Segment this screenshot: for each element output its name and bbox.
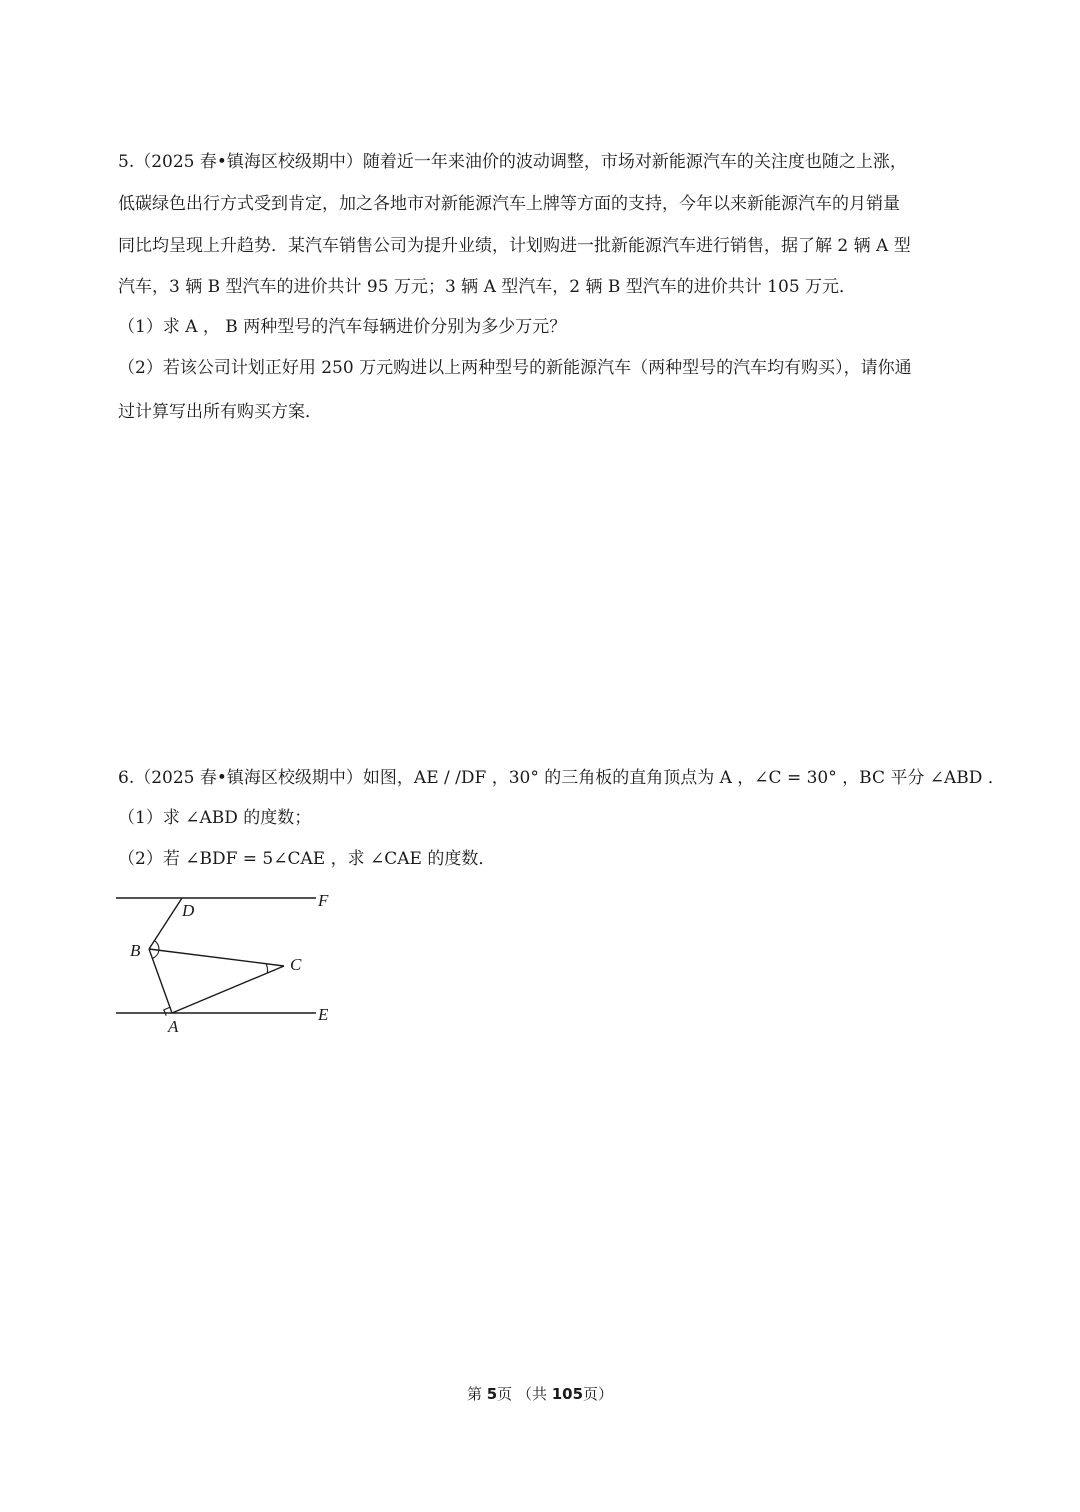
label-c: C bbox=[290, 955, 302, 974]
label-a: A bbox=[168, 1017, 179, 1036]
q6-part-1: （1）求 ∠ABD 的度数； bbox=[118, 808, 312, 828]
q5-line-1: 5.（2025 春•镇海区校级期中）随着近一年来油价的波动调整，市场对新能源汽车的关注度也随之上涨， bbox=[118, 152, 907, 172]
q6-line-1: 6.（2025 春•镇海区校级期中）如图，AE / /DF ，30° 的三角板的直角顶点为 A ，∠C = 30° ，BC 平分 ∠ABD ． bbox=[118, 768, 1005, 788]
label-f: F bbox=[318, 891, 329, 910]
q5-line-2: 低碳绿色出行方式受到肯定，加之各地市对新能源汽车上牌等方面的支持，今年以来新能源汽车的月销量 bbox=[118, 194, 900, 214]
footer-middle: 页 （共 bbox=[497, 1385, 552, 1403]
q5-line-4: 汽车，3 辆 B 型汽车的进价共计 95 万元；3 辆 A 型汽车，2 辆 B 型汽车的进价共计 105 万元． bbox=[118, 277, 857, 297]
footer-suffix: 页） bbox=[583, 1385, 614, 1403]
footer-total-pages: 105 bbox=[551, 1385, 584, 1403]
angle-c-arc bbox=[266, 964, 267, 973]
geometry-figure bbox=[112, 884, 352, 1044]
segment-bc bbox=[149, 949, 284, 966]
footer-prefix: 第 bbox=[466, 1385, 487, 1403]
segment-bd bbox=[149, 898, 182, 949]
angle-cba-arc bbox=[152, 950, 159, 958]
q5-part-1: （1）求 A ， B 两种型号的汽车每辆进价分别为多少万元？ bbox=[118, 317, 567, 337]
footer-page-number: 5 bbox=[486, 1385, 498, 1403]
segment-ba bbox=[149, 949, 172, 1013]
label-d: D bbox=[182, 901, 195, 920]
q5-line-3: 同比均呈现上升趋势．某汽车销售公司为提升业绩，计划购进一批新能源汽车进行销售，据了解 2 辆 A 型 bbox=[118, 236, 911, 256]
q5-part-2-cont: 过计算写出所有购买方案． bbox=[118, 402, 322, 422]
page-footer bbox=[0, 1384, 1080, 1404]
q6-part-2: （2）若 ∠BDF = 5∠CAE ，求 ∠CAE 的度数． bbox=[118, 849, 496, 869]
q5-part-2: （2）若该公司计划正好用 250 万元购进以上两种型号的新能源汽车（两种型号的汽车均有购买），请你通 bbox=[118, 358, 912, 378]
right-angle-mark bbox=[164, 1007, 170, 1015]
label-b: B bbox=[130, 941, 141, 960]
angle-dbc-arc bbox=[154, 941, 159, 951]
label-e: E bbox=[318, 1005, 329, 1024]
segment-ac bbox=[172, 966, 284, 1013]
